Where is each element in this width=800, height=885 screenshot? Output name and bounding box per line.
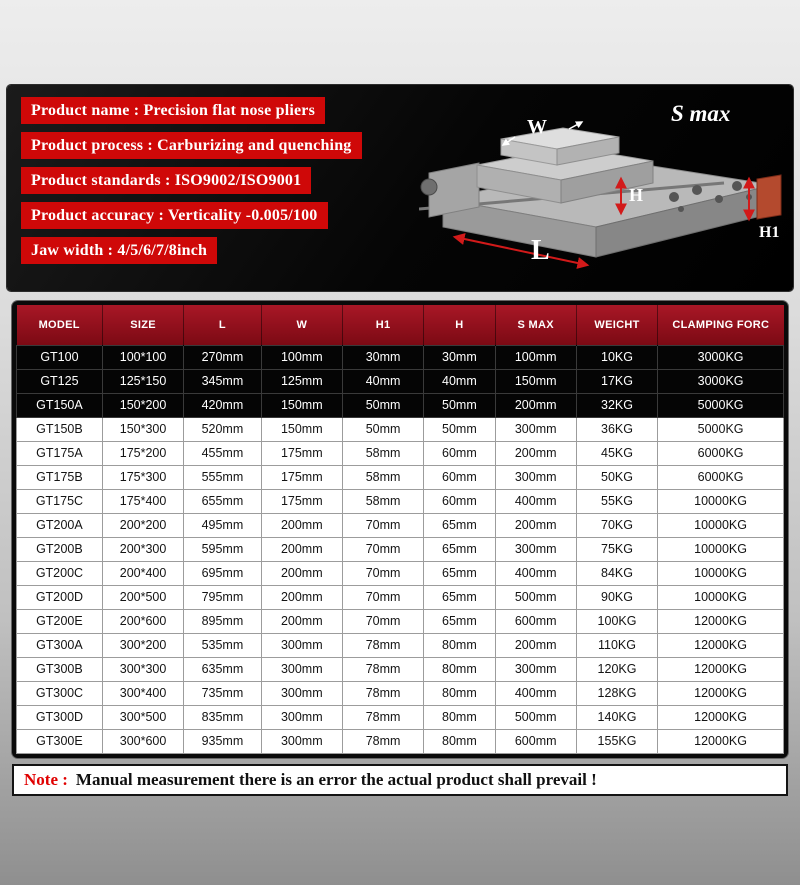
table-cell: 58mm — [342, 441, 423, 465]
table-cell: 50KG — [576, 465, 657, 489]
table-cell: 635mm — [184, 657, 261, 681]
table-cell: 40mm — [342, 369, 423, 393]
table-cell: 300mm — [261, 657, 342, 681]
table-cell: GT200E — [17, 609, 103, 633]
spec-table-body — [17, 345, 784, 753]
table-row — [17, 393, 784, 417]
table-cell: 345mm — [184, 369, 261, 393]
table-cell: 3000KG — [658, 369, 784, 393]
table-cell: 60mm — [424, 441, 495, 465]
mount-hole — [732, 181, 742, 191]
note-prefix: Note : — [24, 769, 68, 789]
table-cell: 80mm — [424, 633, 495, 657]
dim-label-smax: S max — [671, 101, 731, 126]
table-cell: 100mm — [261, 345, 342, 369]
table-cell: 128KG — [576, 681, 657, 705]
table-cell: 150*200 — [102, 393, 183, 417]
table-cell: GT200B — [17, 537, 103, 561]
table-cell: 50mm — [342, 417, 423, 441]
table-row — [17, 489, 784, 513]
table-cell: 600mm — [495, 609, 576, 633]
spec-table-frame — [12, 301, 788, 758]
table-cell: GT100 — [17, 345, 103, 369]
table-cell: 50mm — [424, 393, 495, 417]
table-cell: 735mm — [184, 681, 261, 705]
table-cell: GT200A — [17, 513, 103, 537]
product-label: Product process : Carburizing and quenching — [21, 132, 362, 159]
table-cell: 65mm — [424, 585, 495, 609]
table-cell: 150*300 — [102, 417, 183, 441]
table-cell: GT175A — [17, 441, 103, 465]
table-cell: 420mm — [184, 393, 261, 417]
table-cell: 300mm — [261, 705, 342, 729]
mount-hole — [715, 195, 723, 203]
dim-label-w: W — [527, 116, 547, 138]
table-cell: 400mm — [495, 681, 576, 705]
table-row — [17, 585, 784, 609]
table-cell: 12000KG — [658, 609, 784, 633]
table-cell: 125*150 — [102, 369, 183, 393]
column-header: S MAX — [495, 305, 576, 345]
table-cell: 36KG — [576, 417, 657, 441]
table-cell: GT300C — [17, 681, 103, 705]
table-cell: 300*400 — [102, 681, 183, 705]
table-cell: 125mm — [261, 369, 342, 393]
mount-hole — [692, 185, 702, 195]
table-cell: 150mm — [261, 393, 342, 417]
table-cell: 895mm — [184, 609, 261, 633]
product-label: Jaw width : 4/5/6/7/8inch — [21, 237, 217, 264]
table-cell: 70mm — [342, 609, 423, 633]
table-cell: GT300E — [17, 729, 103, 753]
table-row — [17, 417, 784, 441]
table-cell: 12000KG — [658, 681, 784, 705]
table-cell: 30mm — [342, 345, 423, 369]
table-cell: 795mm — [184, 585, 261, 609]
hero-panel — [7, 85, 793, 291]
product-label: Product accuracy : Verticality -0.005/100 — [21, 202, 328, 229]
table-cell: 78mm — [342, 705, 423, 729]
table-row — [17, 633, 784, 657]
table-row — [17, 537, 784, 561]
table-cell: 120KG — [576, 657, 657, 681]
table-cell: 80mm — [424, 729, 495, 753]
table-header-row — [17, 305, 784, 345]
table-cell: 300mm — [495, 417, 576, 441]
table-cell: 12000KG — [658, 633, 784, 657]
table-cell: 200*400 — [102, 561, 183, 585]
table-cell: 110KG — [576, 633, 657, 657]
table-cell: 6000KG — [658, 465, 784, 489]
table-cell: 200mm — [261, 513, 342, 537]
table-cell: 300mm — [261, 681, 342, 705]
table-cell: GT150B — [17, 417, 103, 441]
table-cell: 10000KG — [658, 585, 784, 609]
table-cell: 80mm — [424, 657, 495, 681]
table-cell: 70mm — [342, 585, 423, 609]
table-cell: 400mm — [495, 561, 576, 585]
table-cell: GT200D — [17, 585, 103, 609]
table-cell: 32KG — [576, 393, 657, 417]
column-header: W — [261, 305, 342, 345]
table-cell: 835mm — [184, 705, 261, 729]
table-cell: 10000KG — [658, 561, 784, 585]
table-cell: 70KG — [576, 513, 657, 537]
table-cell: 5000KG — [658, 393, 784, 417]
table-cell: 6000KG — [658, 441, 784, 465]
table-cell: 80mm — [424, 705, 495, 729]
table-cell: 55KG — [576, 489, 657, 513]
table-cell: 150mm — [261, 417, 342, 441]
column-header: MODEL — [17, 305, 103, 345]
table-cell: 300*600 — [102, 729, 183, 753]
column-header: WEICHT — [576, 305, 657, 345]
table-cell: 78mm — [342, 633, 423, 657]
table-cell: 200*500 — [102, 585, 183, 609]
table-cell: 300mm — [495, 657, 576, 681]
product-label: Product standards : ISO9002/ISO9001 — [21, 167, 311, 194]
table-cell: 500mm — [495, 585, 576, 609]
dim-label-h1: H1 — [759, 224, 780, 241]
table-cell: 200*600 — [102, 609, 183, 633]
table-cell: 40mm — [424, 369, 495, 393]
table-row — [17, 609, 784, 633]
table-cell: 300*300 — [102, 657, 183, 681]
table-cell: 175*300 — [102, 465, 183, 489]
column-header: H — [424, 305, 495, 345]
table-cell: 175*400 — [102, 489, 183, 513]
table-cell: 30mm — [424, 345, 495, 369]
table-cell: 58mm — [342, 465, 423, 489]
table-cell: 100KG — [576, 609, 657, 633]
table-cell: 65mm — [424, 513, 495, 537]
table-cell: 70mm — [342, 537, 423, 561]
table-cell: GT175C — [17, 489, 103, 513]
table-cell: 400mm — [495, 489, 576, 513]
table-cell: 10000KG — [658, 513, 784, 537]
table-cell: 175mm — [261, 465, 342, 489]
vise-illustration — [419, 87, 791, 289]
table-cell: 150mm — [495, 369, 576, 393]
table-cell: GT150A — [17, 393, 103, 417]
table-cell: 65mm — [424, 561, 495, 585]
spec-table — [16, 305, 784, 754]
table-cell: 10000KG — [658, 489, 784, 513]
mount-hole — [678, 206, 684, 212]
table-cell: 535mm — [184, 633, 261, 657]
column-header: SIZE — [102, 305, 183, 345]
table-cell: 935mm — [184, 729, 261, 753]
mount-hole — [669, 192, 679, 202]
table-cell: 12000KG — [658, 657, 784, 681]
table-cell: 100mm — [495, 345, 576, 369]
dim-label-l: L — [531, 235, 550, 266]
table-cell: 300*200 — [102, 633, 183, 657]
table-cell: 200mm — [495, 513, 576, 537]
table-cell: 58mm — [342, 489, 423, 513]
table-cell: GT300B — [17, 657, 103, 681]
table-cell: 100*100 — [102, 345, 183, 369]
table-row — [17, 705, 784, 729]
table-cell: 200mm — [495, 441, 576, 465]
table-cell: 175mm — [261, 441, 342, 465]
table-cell: 10KG — [576, 345, 657, 369]
table-cell: GT300D — [17, 705, 103, 729]
table-cell: 200*200 — [102, 513, 183, 537]
table-cell: 12000KG — [658, 705, 784, 729]
table-cell: 10000KG — [658, 537, 784, 561]
table-cell: 70mm — [342, 513, 423, 537]
table-cell: 200mm — [495, 633, 576, 657]
table-cell: 655mm — [184, 489, 261, 513]
table-cell: 78mm — [342, 657, 423, 681]
table-cell: 90KG — [576, 585, 657, 609]
table-cell: 12000KG — [658, 729, 784, 753]
table-cell: 520mm — [184, 417, 261, 441]
table-cell: GT125 — [17, 369, 103, 393]
table-row — [17, 345, 784, 369]
table-cell: 495mm — [184, 513, 261, 537]
note-text: Manual measurement there is an error the actual product shall prevail ! — [75, 769, 597, 789]
table-row — [17, 513, 784, 537]
table-cell: 200mm — [261, 585, 342, 609]
table-cell: 17KG — [576, 369, 657, 393]
table-cell: 300mm — [495, 537, 576, 561]
table-cell: 500mm — [495, 705, 576, 729]
table-cell: 3000KG — [658, 345, 784, 369]
table-cell: 200mm — [261, 609, 342, 633]
vise-diagram — [419, 87, 791, 289]
table-cell: 200mm — [261, 537, 342, 561]
table-cell: 60mm — [424, 489, 495, 513]
table-cell: 65mm — [424, 609, 495, 633]
table-cell: 595mm — [184, 537, 261, 561]
table-cell: 78mm — [342, 681, 423, 705]
table-row — [17, 441, 784, 465]
table-cell: 50mm — [424, 417, 495, 441]
table-row — [17, 729, 784, 753]
table-cell: 200mm — [495, 393, 576, 417]
table-row — [17, 465, 784, 489]
table-cell: 455mm — [184, 441, 261, 465]
table-cell: 600mm — [495, 729, 576, 753]
table-cell: GT300A — [17, 633, 103, 657]
table-cell: 200mm — [261, 561, 342, 585]
table-row — [17, 657, 784, 681]
column-header: CLAMPING FORC — [658, 305, 784, 345]
column-header: H1 — [342, 305, 423, 345]
table-row — [17, 681, 784, 705]
table-cell: 45KG — [576, 441, 657, 465]
table-cell: 78mm — [342, 729, 423, 753]
table-cell: 300mm — [495, 465, 576, 489]
table-cell: 60mm — [424, 465, 495, 489]
table-cell: 175*200 — [102, 441, 183, 465]
table-cell: GT175B — [17, 465, 103, 489]
column-header: L — [184, 305, 261, 345]
table-cell: 65mm — [424, 537, 495, 561]
table-cell: 300*500 — [102, 705, 183, 729]
table-cell: 70mm — [342, 561, 423, 585]
table-cell: 300mm — [261, 633, 342, 657]
table-cell: 555mm — [184, 465, 261, 489]
table-cell: 270mm — [184, 345, 261, 369]
vise-end-plate — [757, 175, 781, 219]
table-cell: 155KG — [576, 729, 657, 753]
table-cell: 300mm — [261, 729, 342, 753]
table-row — [17, 561, 784, 585]
product-label-list — [21, 97, 362, 272]
dim-label-h: H — [629, 185, 644, 205]
table-cell: 80mm — [424, 681, 495, 705]
vise-knob — [421, 179, 437, 195]
table-cell: 200*300 — [102, 537, 183, 561]
table-cell: 50mm — [342, 393, 423, 417]
table-cell: 140KG — [576, 705, 657, 729]
table-cell: 5000KG — [658, 417, 784, 441]
table-cell: GT200C — [17, 561, 103, 585]
table-cell: 75KG — [576, 537, 657, 561]
table-cell: 695mm — [184, 561, 261, 585]
note-bar — [12, 764, 788, 796]
product-label: Product name : Precision flat nose pliers — [21, 97, 325, 124]
table-cell: 175mm — [261, 489, 342, 513]
table-cell: 84KG — [576, 561, 657, 585]
table-row — [17, 369, 784, 393]
